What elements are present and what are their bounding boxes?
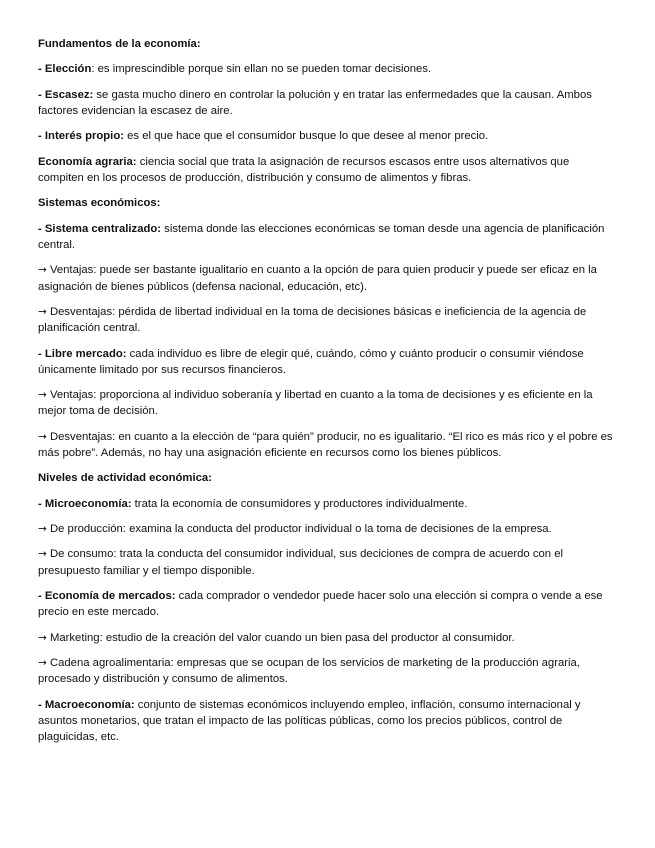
paragraph-de-consumo [38,546,617,578]
paragraph-interes-propio [38,128,617,144]
paragraph-macroeconomia [38,697,617,746]
paragraph-cadena-agroalimentaria [38,655,617,687]
term-label: - Economía de mercados: [38,590,176,603]
heading-sistemas [38,195,617,211]
paragraph-libre-ventajas [38,387,617,419]
paragraph-microeconomia [38,496,617,512]
paragraph-marketing [38,630,617,646]
paragraph-de-produccion [38,521,617,537]
paragraph-centralizado-desventajas [38,304,617,336]
arrow-right-icon: → [38,305,47,318]
arrow-right-icon: → [38,389,47,402]
heading-text: Niveles de actividad económica: [38,472,212,485]
paragraph-libre-mercado [38,346,617,378]
definition-text: sistema donde las elecciones económicas se toman desde una agencia de planificación central. [38,222,605,251]
term-label: - Macroeconomía: [38,698,135,711]
point-text: De consumo: trata la conducta del consumidor individual, sus deciciones de compra de acuerdo con el presupuesto familiar y el tiempo disponible. [38,548,563,577]
term-label: - Escasez: [38,88,94,101]
definition-text: : es imprescindible porque sin ellan no se pueden tomar decisiones. [91,63,432,76]
paragraph-economia-agraria [38,154,617,186]
point-text: Ventajas: proporciona al individuo soberanía y libertad en cuanto a la toma de decisiones y es eficiente en la mejor toma de decisión. [38,389,593,418]
point-text: Ventajas: puede ser bastante igualitario en cuanto a la opción de para quien producir y puede ser eficaz en la asignación de bienes públicos (defensa nacional, educación, etc). [38,264,597,293]
point-text: De producción: examina la conducta del productor individual o la toma de decisiones de la empresa. [46,523,552,536]
arrow-right-icon: → [38,430,47,443]
arrow-right-icon: → [38,548,47,561]
paragraph-sistema-centralizado [38,221,617,253]
definition-text: ciencia social que trata la asignación de recursos escasos entre usos alternativos que compiten en los procesos de producción, distribución y consumo de alimentos y fibras. [38,155,570,184]
term-label: - Interés propio: [38,130,124,143]
term-label: - Elección [38,63,92,76]
definition-text: es el que hace que el consumidor busque lo que desee al menor precio. [123,130,489,143]
heading-niveles [38,470,617,486]
paragraph-escasez [38,87,617,119]
definition-text: cada comprador o vendedor puede hacer solo una elección si compra o vende a ese precio en este mercado. [38,590,603,619]
heading-text: Fundamentos de la economía: [38,38,201,50]
paragraph-centralizado-ventajas [38,262,617,294]
point-text: Marketing: estudio de la creación del valor cuando un bien pasa del productor al consumidor. [46,631,515,644]
point-text: Cadena agroalimentaria: empresas que se ocupan de los servicios de marketing de la producción agraria, procesado y distribución y consumo de alimentos. [38,657,580,686]
paragraph-eleccion [38,61,617,77]
definition-text: conjunto de sistemas económicos incluyendo empleo, inflación, consumo internacional y asuntos monetarios, que tratan el impacto de las políticas públicas, como los precios públicos, control de plaguicidas, etc. [38,698,581,744]
definition-text: trata la economía de consumidores y productores individualmente. [131,497,468,510]
term-label: Economía agraria: [38,155,137,168]
arrow-right-icon: → [38,657,47,670]
paragraph-libre-desventajas [38,429,617,461]
point-text: Desventajas: en cuanto a la elección de “para quién” producir, no es igualitario. “El rico es más rico y el pobre es más pobre”. Además, no hay una asignación eficiente en recursos como los bienes públicos. [38,430,613,459]
definition-text: cada individuo es libre de elegir qué, cuándo, cómo y cuánto producir o consumir viéndose únicamente limitado por sus recursos financieros. [38,347,584,376]
term-label: - Sistema centralizado: [38,222,162,235]
paragraph-economia-mercados [38,588,617,620]
heading-fundamentos [38,36,617,52]
point-text: Desventajas: pérdida de libertad individual en la toma de decisiones básicas e ineficiencia de la agencia de planificación central. [38,305,587,335]
arrow-right-icon: → [38,523,47,536]
heading-text: Sistemas económicos: [38,197,161,210]
arrow-right-icon: → [38,631,47,644]
arrow-right-icon: → [38,264,47,277]
term-label: - Libre mercado: [38,347,127,360]
definition-text: se gasta mucho dinero en controlar la polución y en tratar las enfermedades que la causan. Ambos factores evidencian la escasez de aire. [38,88,592,117]
term-label: - Microeconomía: [38,497,132,510]
